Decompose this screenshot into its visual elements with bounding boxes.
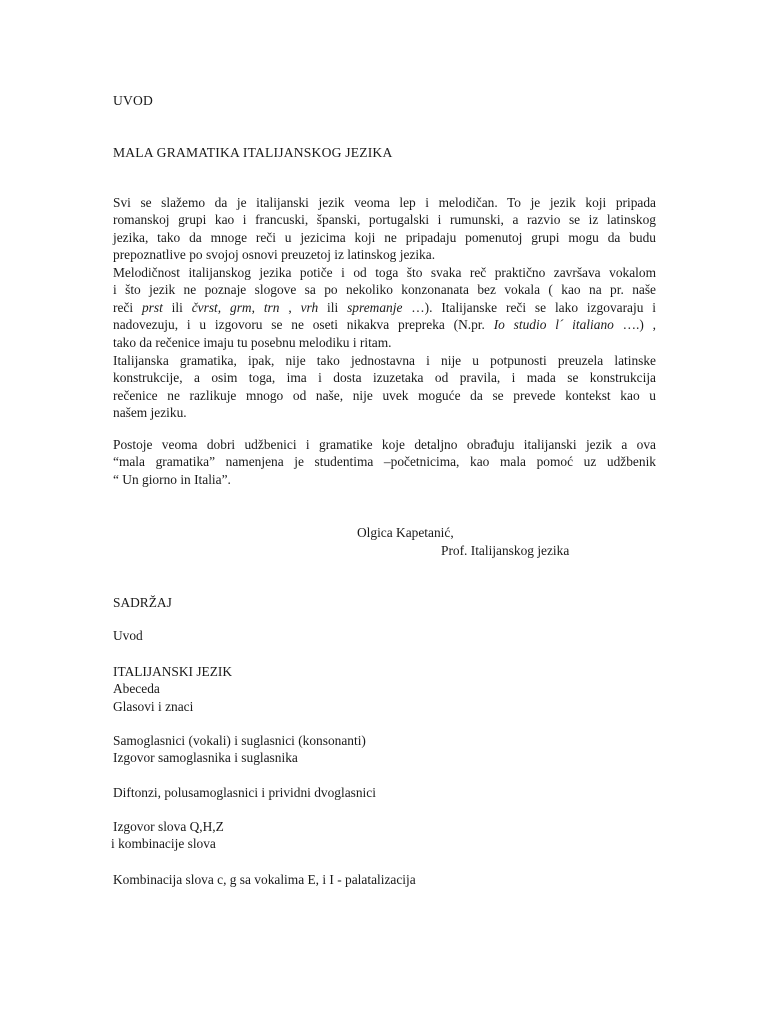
toc-item-uvod: Uvod: [113, 628, 143, 643]
paragraph-line: Italijanska gramatika, ipak, nije tako jednostavna i nije u potpunosti preuzela latinske: [113, 353, 656, 368]
paragraph-line: jezika, tako da mnoge reči u jezicima koji ne pripadaju pomenutoj grupi mogu da budu: [113, 229, 656, 245]
paragraph-line: Svi se slažemo da je italijanski jezik veoma lep i melodičan. To je jezik koji pripada: [113, 195, 656, 210]
paragraph-line: našem jeziku.: [113, 405, 187, 421]
paragraph-grammar: [113, 352, 656, 422]
paragraph-textbooks: [113, 436, 656, 488]
paragraph-line: rečenice ne razlikuje mnogo od naše, nije uvek moguće da se prevede kontekst kao u: [113, 387, 656, 403]
toc-item-samoglasnici: Samoglasnici (vokali) i suglasnici (konsonanti): [113, 733, 366, 748]
toc-item-diftonzi: Diftonzi, polusamoglasnici i prividni dvoglasnici: [113, 785, 376, 800]
paragraph-line: nadovezuju, i u izgovoru se ne oseti nikakva prepreka (N.pr. Io studio l´ italiano ….) ,: [113, 317, 656, 333]
paragraph-line: tako da rečenice imaju tu posebnu melodiku i ritam.: [113, 334, 392, 350]
paragraph-line: prepoznatlive po svojoj osnovi preuzetoj iz latinskog jezika.: [113, 247, 436, 263]
toc-item-abeceda: Abeceda: [113, 681, 160, 696]
toc-item-glasovi: Glasovi i znaci: [113, 699, 194, 714]
paragraph-line: konstrukcije, a osim toga, ima i dosta izuzetaka od pravila, i mada se konstrukcija: [113, 370, 656, 386]
paragraph-line: romanskoj grupi kao i francuski, španski, portugalski i rumunski, a razvio se iz latinskog: [113, 212, 656, 228]
document-title: MALA GRAMATIKA ITALIJANSKOG JEZIKA: [113, 145, 393, 160]
signature-title: Prof. Italijanskog jezika: [441, 543, 570, 558]
toc-item-izgovor-slova: Izgovor slova Q,H,Z: [113, 819, 224, 834]
paragraph-line: “ Un giorno in Italia”.: [113, 471, 231, 487]
toc-section-title: ITALIJANSKI JEZIK: [113, 664, 233, 679]
paragraph-melody: [113, 264, 656, 351]
signature-name: Olgica Kapetanić,: [357, 525, 454, 540]
paragraph-line: i što jezik ne poznaje slogove sa po nekoliko konzonanata bez vokala ( kao na pr. naše: [113, 282, 656, 298]
paragraph-line: reči prst ili čvrst, grm, trn , vrh ili spremanje …). Italijanske reči se lako izgovaraju i: [113, 299, 657, 315]
paragraph-line: “mala gramatika” namenjena je studentima –početnicima, kao mala pomoć uz udžbenik: [113, 454, 656, 470]
toc-heading: SADRŽAJ: [113, 595, 172, 610]
toc-item-izgovor-samoglasnika: Izgovor samoglasnika i suglasnika: [113, 750, 298, 765]
paragraph-line: Melodičnost italijanskog jezika potiče i od toga što svaka reč praktično završava vokalom: [113, 265, 656, 280]
paragraph-intro: [113, 194, 656, 264]
heading-uvod: UVOD: [113, 93, 154, 108]
toc-item-kombinacija-cg: Kombinacija slova c, g sa vokalima E, i I - palatalizacija: [113, 872, 416, 887]
paragraph-line: Postoje veoma dobri udžbenici i gramatike koje detaljno obrađuju italijanski jezik a ova: [113, 437, 656, 452]
toc-item-kombinacije-slova: i kombinacije slova: [111, 836, 216, 851]
